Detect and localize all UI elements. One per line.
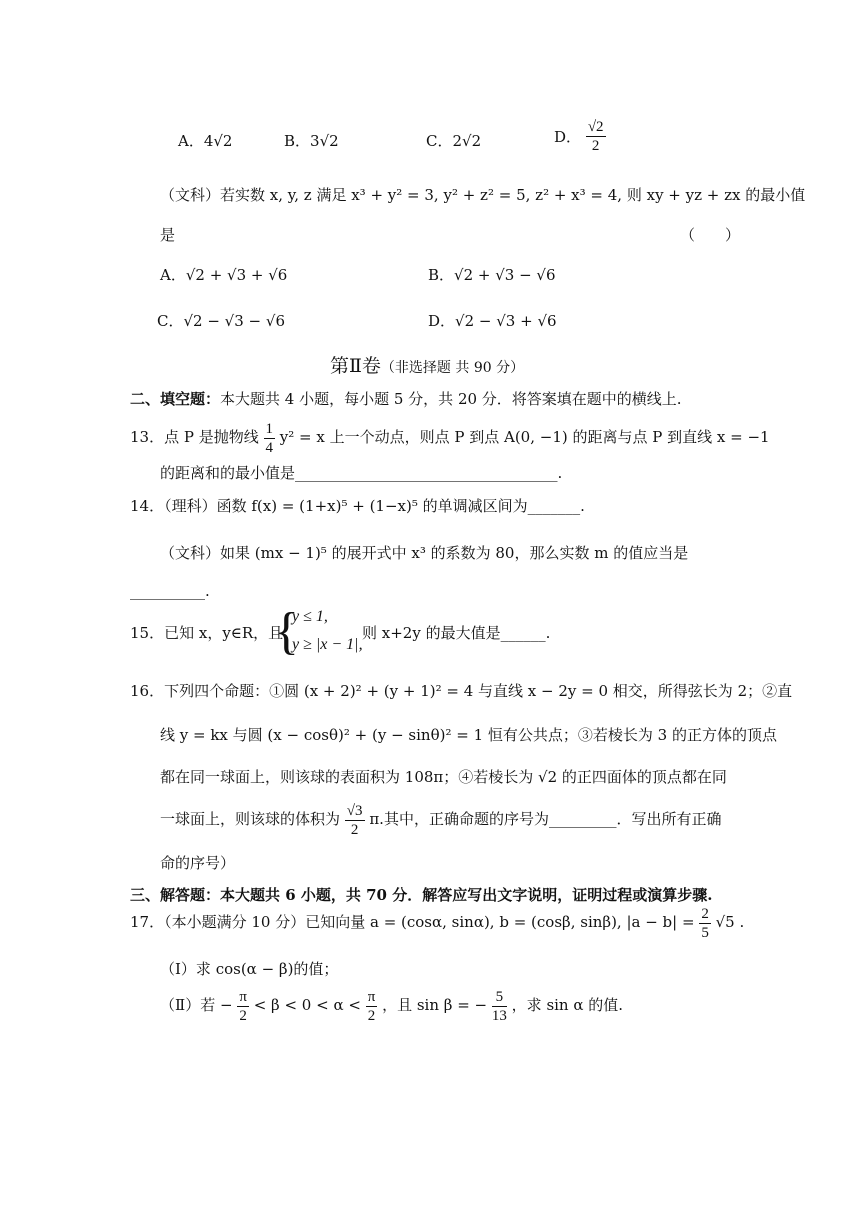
q13-line1a: 13．点 P 是抛物线 <box>130 428 259 446</box>
q16-line1: 16．下列四个命题：①圆 (x + 2)² + (y + 1)² = 4 与直线 x − 2y = 0 相交，所得弦长为 2；②直 <box>130 682 793 700</box>
q16-frac-num: √3 <box>346 802 363 819</box>
q17-fraction <box>699 905 711 942</box>
q17-part2-frac2-den: 2 <box>367 1007 376 1024</box>
q17-line1a: 17．（本小题满分 10 分）已知向量 a = (cosα, sinα), b = (cosβ, sinβ), |a − b| = <box>130 913 695 931</box>
q12-wen-option-a: A．√2 + √3 + √6 <box>160 266 288 284</box>
q16-frac-den: 2 <box>350 821 359 838</box>
section2-line <box>130 388 682 410</box>
q17-part2-frac3-num: 5 <box>492 988 507 1007</box>
q17-part2c: ，且 sin β = − <box>382 996 488 1014</box>
q12-wen-paren: （ ） <box>680 226 741 244</box>
section2-text: 本大题共 4 小题，每小题 5 分，共 20 分．将答案填在题中的横线上. <box>220 390 682 408</box>
q17-frac-num: 2 <box>701 905 709 922</box>
q17-part2a: （Ⅱ）若 − <box>160 996 233 1014</box>
q17-part1: （Ⅰ）求 cos(α − β)的值； <box>160 960 339 978</box>
q12-wen-option-b: B．√2 + √3 − √6 <box>428 266 556 284</box>
q12-option-c: C．2√2 <box>426 132 482 150</box>
q14-wen-line2: __________. <box>130 582 210 600</box>
q16-line2: 线 y = kx 与圆 (x − cosθ)² + (y − sinθ)² = 1 恒有公共点；③若棱长为 3 的正方体的顶点 <box>160 726 777 744</box>
q13-line2: 的距离和的最小值是___________________________________. <box>160 464 563 482</box>
q17-part2-frac1-den: 2 <box>239 1007 247 1024</box>
q12-option-a: A．4√2 <box>178 132 233 150</box>
part2-title-text: 第Ⅱ卷 <box>330 355 381 377</box>
q15-post: 则 x+2y 的最大值是______. <box>362 624 551 642</box>
q13-frac-den: 4 <box>265 439 273 456</box>
q17-line1 <box>130 903 744 942</box>
q13-line1 <box>130 418 770 457</box>
q12-option-d-label: D． <box>554 128 582 146</box>
q17-line1b: √5 . <box>715 913 745 931</box>
q13-line1b: y² = x 上一个动点，则点 P 到点 A(0, −1) 的距离与点 P 到直线 x = −1 <box>279 428 770 446</box>
q17-part2 <box>160 986 623 1025</box>
q15-cond2: y ≥ |x − 1|, <box>292 636 363 653</box>
part2-title <box>330 351 524 378</box>
q16-line4a: 一球面上，则该球的体积为 <box>160 810 341 828</box>
q12-wen-line2: 是 <box>160 226 176 244</box>
q15-cond1: y ≤ 1, <box>292 608 328 625</box>
q12-wen-option-d: D．√2 − √3 + √6 <box>428 312 557 330</box>
q14-li: 14．（理科）函数 f(x) = (1+x)⁵ + (1−x)⁵ 的单调减区间为_______. <box>130 497 585 515</box>
q15-pre: 15．已知 x，y∈R，且 <box>130 624 284 642</box>
q17-part2-frac2 <box>366 988 378 1025</box>
q12-wen-line1: （文科）若实数 x, y, z 满足 x³ + y² = 3, y² + z² = 5, z² + x³ = 4, 则 xy + yz + zx 的最小值 <box>160 186 806 204</box>
q17-part2-frac3 <box>492 988 507 1025</box>
q17-part2b: < β < 0 < α < <box>253 996 361 1014</box>
q12-option-d-num: √2 <box>587 119 604 135</box>
q17-part2-frac1 <box>237 988 249 1025</box>
q14-wen-line1: （文科）如果 (mx − 1)⁵ 的展开式中 x³ 的系数为 80，那么实数 m 的值应当是 <box>160 544 689 562</box>
q12-wen-option-c: C．√2 − √3 − √6 <box>157 312 285 330</box>
q16-line5: 命的序号） <box>160 854 236 872</box>
q17-part2-frac1-num: π <box>239 988 247 1005</box>
q16-line3: 都在同一球面上，则该球的表面积为 108π；④若棱长为 √2 的正四面体的顶点都在同 <box>160 768 727 786</box>
q15-brace: { <box>274 603 299 660</box>
q13-frac-num: 1 <box>265 420 273 437</box>
q16-line4b: π.其中，正确命题的序号为_________．写出所有正确 <box>369 810 722 828</box>
q12-option-d <box>554 118 606 155</box>
part2-subtitle: （非选择题 共 90 分） <box>380 360 525 376</box>
q12-option-d-fraction <box>586 118 606 155</box>
q12-option-b: B．3√2 <box>284 132 339 150</box>
section2-heading: 二、填空题： <box>130 390 221 408</box>
q17-frac-den: 5 <box>701 924 709 941</box>
q17-part2-frac2-num: π <box>367 988 376 1005</box>
q13-fraction <box>264 420 276 457</box>
q16-line4 <box>160 800 721 839</box>
q12-option-d-den: 2 <box>591 138 600 154</box>
q17-part2d: ，求 sin α 的值. <box>511 996 624 1014</box>
section3-heading: 三、解答题：本大题共 6 小题，共 70 分．解答应写出文字说明，证明过程或演算步骤. <box>130 886 713 904</box>
q16-fraction <box>345 802 365 839</box>
q17-part2-frac3-den: 13 <box>491 1007 507 1024</box>
